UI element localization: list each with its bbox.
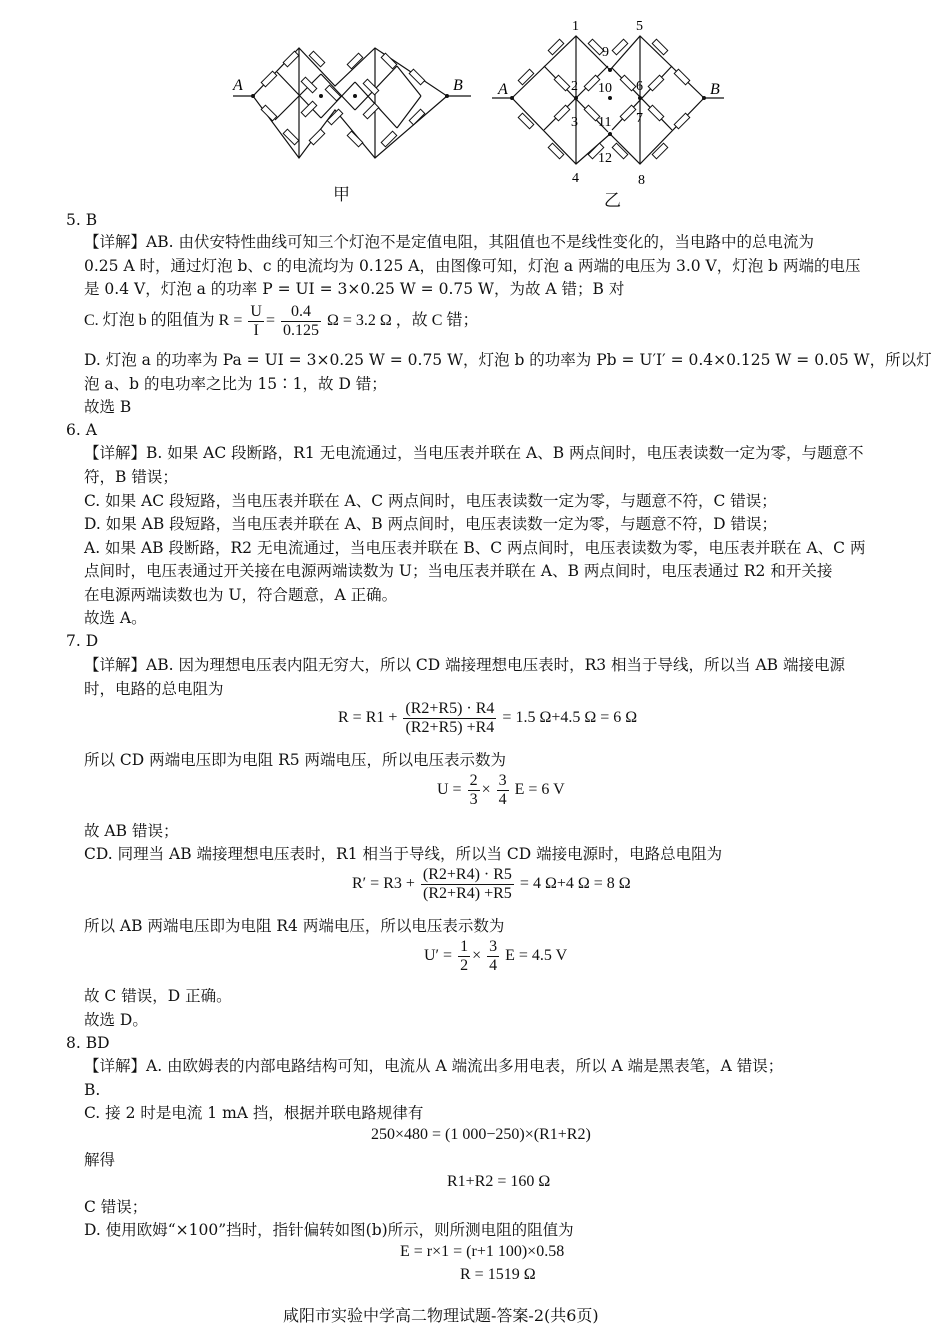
q7-total-resistance-equation: R = R1 + $\frac{(R2+R5) \cdot R4}{(R2+R5) +R4}$ = 1.5 Ω+4.5 Ω = 6 Ω <box>338 700 638 736</box>
q5-line: D. 灯泡 a 的功率为 Pa = UI = 3×0.25 W = 0.75 W，灯泡 b 的功率为 Pb = U′I′ = 0.4×0.125 W = 0.05 W，所以灯 <box>84 351 932 369</box>
label-12: 12 <box>598 151 612 166</box>
figure-jia-circuit <box>225 18 475 168</box>
q5-line: 【详解】AB. 由伏安特性曲线可知三个灯泡不是定值电阻，其阻值也不是线性变化的，当电路中的总电流为 <box>84 233 814 251</box>
label-8: 8 <box>638 173 645 188</box>
q6-line: A. 如果 AB 段断路，R2 无电流通过，当电压表并联在 B、C 两点间时，电压表读数为零，电压表并联在 A、C 两 <box>84 539 866 557</box>
label-9: 9 <box>602 45 609 60</box>
q6-line: 点间时，电压表通过开关接在电源两端读数为 U；当电压表并联在 A、B 两点间时，电压表通过 R2 和开关接 <box>84 562 833 580</box>
q6-line: 【详解】B. 如果 AC 段断路，R1 无电流通过，当电压表并联在 A、B 两点间时，电压表读数一定为零，与题意不 <box>84 444 864 462</box>
q8-line: D. 使用欧姆“×100”挡时，指针偏转如图(b)所示，则所测电阻的阻值为 <box>84 1221 574 1239</box>
q8-equation: R1+R2 = 160 Ω <box>447 1173 551 1190</box>
q7-line: 故 AB 错误； <box>84 822 179 840</box>
q5-line: 泡 a、b 的电功率之比为 15∶1，故 D 错； <box>84 375 387 393</box>
figure-jia-caption: 甲 <box>333 185 350 205</box>
q7-line: 所以 AB 两端电压即为电阻 R4 两端电压，所以电压表示数为 <box>84 917 505 935</box>
label-6: 6 <box>636 79 643 94</box>
label-4: 4 <box>572 171 579 186</box>
q8-line: C. 接 2 时是电流 1 mA 挡，根据并联电路规律有 <box>84 1104 424 1122</box>
q5-line: 是 0.4 V，灯泡 a 的功率 P = UI = 3×0.25 W = 0.75 W，为故 A 错；B 对 <box>84 280 625 298</box>
q7-line: 所以 CD 两端电压即为电阻 R5 两端电压，所以电压表示数为 <box>84 751 507 769</box>
node-b-label: B <box>710 81 720 98</box>
q8-line: 解得 <box>84 1151 116 1169</box>
q7-line: 故 C 错误，D 正确。 <box>84 987 232 1005</box>
q7-line: CD. 同理当 AB 端接理想电压表时，R1 相当于导线，所以当 CD 端接电源时，电路总电阻为 <box>84 845 723 863</box>
q5-resistance-equation: C. 灯泡 b 的阻值为 R = $\frac{U}{I}$ = $\frac{0.4}{0.125}$ Ω = 3.2 Ω ，故 C 错； <box>84 303 479 339</box>
q8-line: B. <box>84 1081 101 1099</box>
label-3: 3 <box>571 115 578 130</box>
q6-line: 符，B 错误； <box>84 468 178 486</box>
q8-line: 【详解】A. 由欧姆表的内部电路结构可知，电流从 A 端流出多用电表，所以 A 端是黑表笔，A 错误； <box>84 1057 784 1075</box>
q6-line: 在电源两端读数也为 U，符合题意，A 正确。 <box>84 586 398 604</box>
q5-answer: 故选 B <box>84 398 132 416</box>
label-5: 5 <box>636 19 643 34</box>
node-b-label: B <box>453 77 463 94</box>
q8-heading: 8. BD <box>66 1034 110 1052</box>
q8-equation: E = r×1 = (r+1 100)×0.58 <box>400 1243 565 1260</box>
label-2: 2 <box>571 79 578 94</box>
q7-line: 时，电路的总电阻为 <box>84 680 224 698</box>
q6-line: D. 如果 AB 段短路，当电压表并联在 A、B 两点间时，电压表读数一定为零，与题意不符，D 错误； <box>84 515 777 533</box>
q5-heading: 5. B <box>66 211 98 229</box>
q6-heading: 6. A <box>66 421 97 439</box>
node-a-label: A <box>233 77 243 94</box>
label-11: 11 <box>598 115 612 130</box>
label-10: 10 <box>598 81 612 96</box>
q6-line: C. 如果 AC 段短路，当电压表并联在 A、C 两点间时，电压表读数一定为零，与题意不符，C 错误； <box>84 492 777 510</box>
label-1: 1 <box>572 19 579 34</box>
figure-yi-circuit <box>488 14 733 189</box>
q7-voltage-equation: U = $\frac{2}{3}$ × $\frac{3}{4}$ E = 6 V <box>437 772 565 808</box>
q6-answer: 故选 A。 <box>84 609 147 627</box>
q7-voltage-equation-2: U′ = $\frac{1}{2}$ × $\frac{3}{4}$ E = 4.5 V <box>424 938 568 974</box>
q7-total-resistance-equation-2: R′ = R3 + $\frac{(R2+R4) \cdot R5}{(R2+R4) +R5}$ = 4 Ω+4 Ω = 8 Ω <box>352 866 631 902</box>
q8-line: C 错误； <box>84 1198 148 1216</box>
q8-equation: R = 1519 Ω <box>460 1266 536 1283</box>
q7-answer: 故选 D。 <box>84 1011 148 1029</box>
label-7: 7 <box>636 111 643 126</box>
page-footer: 咸阳市实验中学高二物理试题-答案-2(共6页) <box>283 1306 599 1325</box>
q7-heading: 7. D <box>66 632 99 650</box>
q8-equation: 250×480 = (1 000−250)×(R1+R2) <box>371 1126 591 1143</box>
figure-yi-caption: 乙 <box>604 191 621 211</box>
node-a-label: A <box>498 81 508 98</box>
q5-line: 0.25 A 时，通过灯泡 b、c 的电流均为 0.125 A，由图像可知，灯泡 a 两端的电压为 3.0 V，灯泡 b 两端的电压 <box>84 257 861 275</box>
q7-line: 【详解】AB. 因为理想电压表内阻无穷大，所以 CD 端接理想电压表时，R3 相当于导线，所以当 AB 端接电源 <box>84 656 845 674</box>
